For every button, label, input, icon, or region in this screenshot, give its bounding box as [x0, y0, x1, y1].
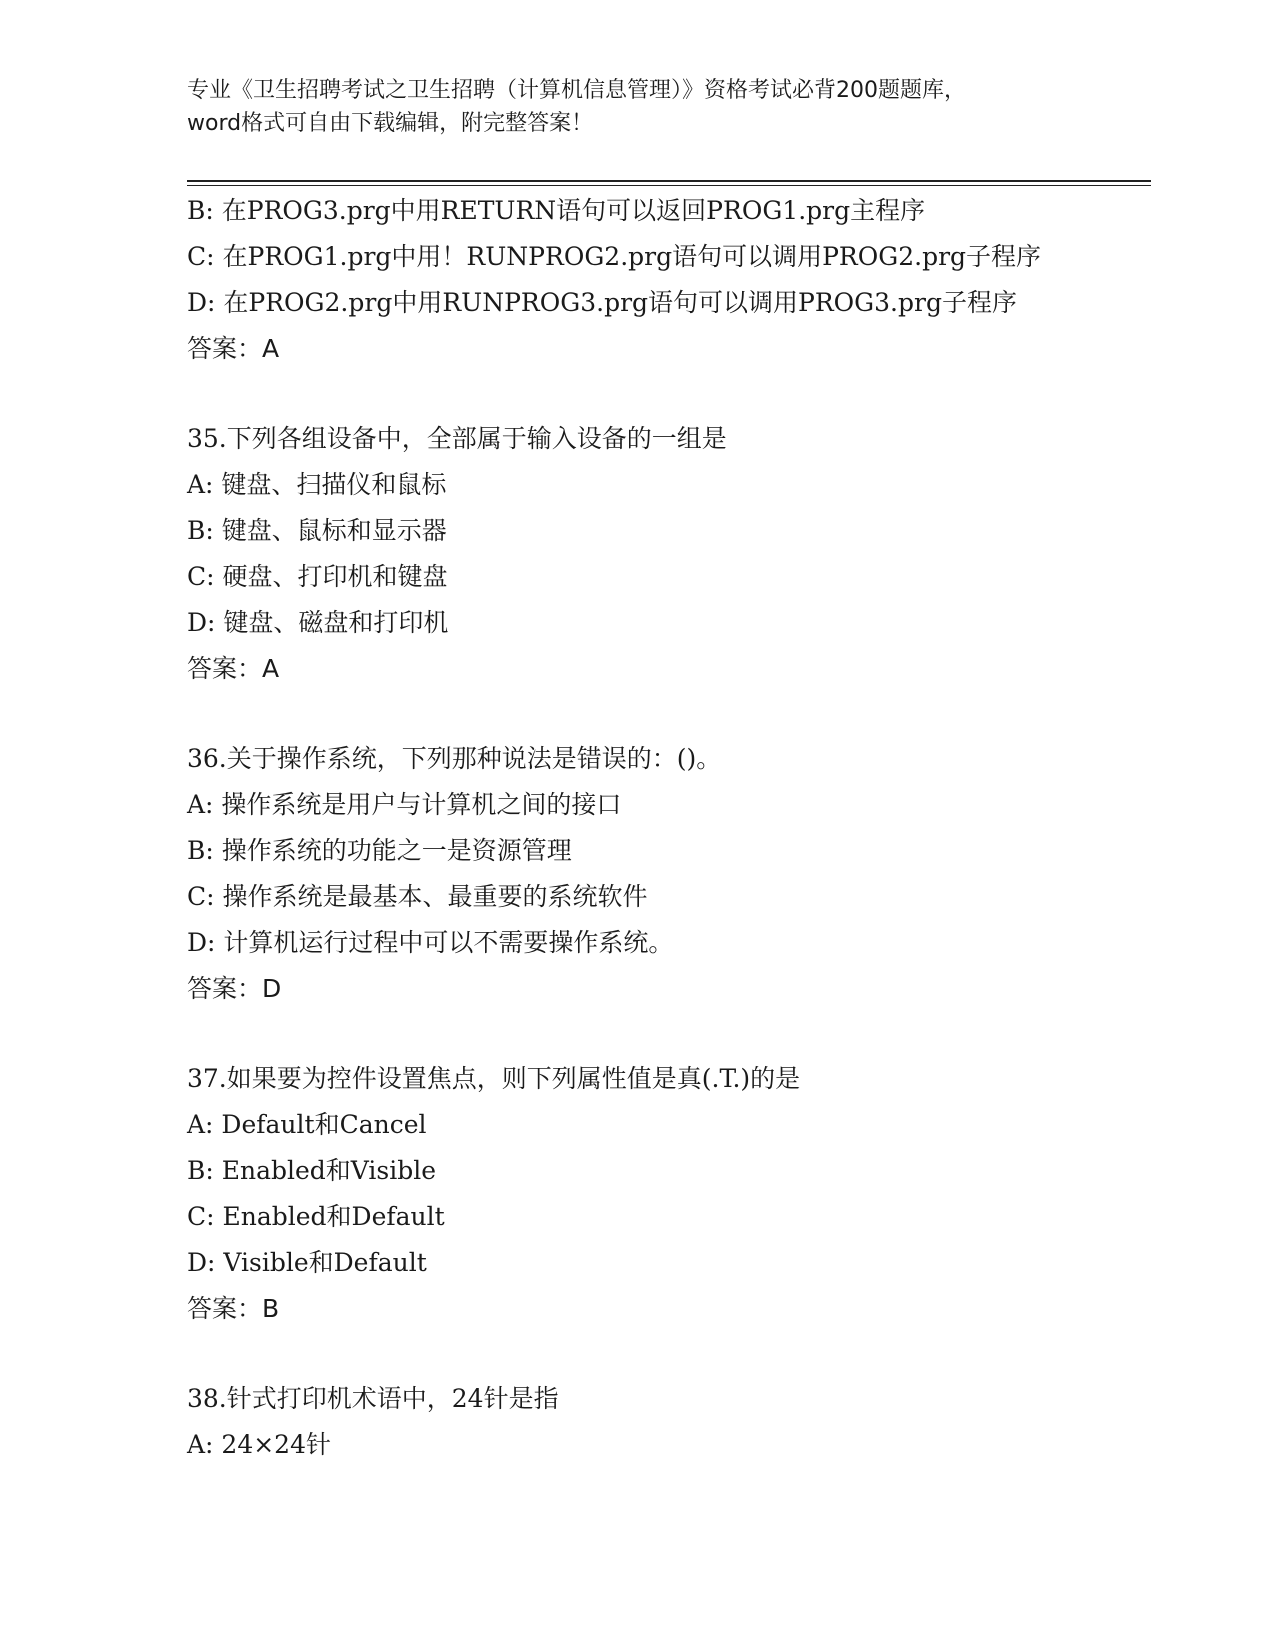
option-d: D: 键盘、磁盘和打印机	[187, 608, 449, 637]
option-b: B: Enabled和Visible	[187, 1156, 437, 1185]
option-b: B: 键盘、鼠标和显示器	[187, 516, 447, 545]
question-37	[187, 1056, 1147, 1332]
option-c: C: 硬盘、打印机和键盘	[187, 562, 448, 591]
question-list	[187, 188, 1147, 1468]
question-36	[187, 736, 1147, 1012]
option-c: C: Enabled和Default	[187, 1202, 445, 1231]
option-b: B: 操作系统的功能之一是资源管理	[187, 836, 572, 865]
option-d: D: Visible和Default	[187, 1248, 427, 1277]
option-a: A: Default和Cancel	[187, 1110, 427, 1139]
question-title: 38.针式打印机术语中，24针是指	[187, 1384, 559, 1413]
answer-line: 答案：A	[187, 334, 280, 363]
answer-line: 答案：D	[187, 974, 282, 1003]
question-title: 36.关于操作系统，下列那种说法是错误的：()。	[187, 744, 722, 773]
header-title-line-2: word格式可自由下载编辑，附完整答案！	[187, 111, 594, 136]
question-34-continued	[187, 188, 1147, 372]
header-divider-thick	[187, 180, 1151, 182]
option-c: C: 操作系统是最基本、最重要的系统软件	[187, 882, 648, 911]
option-b: B: 在PROG3.prg中用RETURN语句可以返回PROG1.prg主程序	[187, 196, 926, 225]
header-divider-thin	[187, 185, 1151, 186]
option-d: D: 计算机运行过程中可以不需要操作系统。	[187, 928, 674, 957]
answer-line: 答案：B	[187, 1294, 280, 1323]
option-a: A: 操作系统是用户与计算机之间的接口	[187, 790, 622, 819]
option-a: A: 24×24针	[187, 1430, 331, 1459]
header-title-line-1: 专业《卫生招聘考试之卫生招聘（计算机信息管理）》资格考试必背200题题库，	[187, 78, 966, 103]
question-title: 35.下列各组设备中，全部属于输入设备的一组是	[187, 424, 727, 453]
option-a: A: 键盘、扫描仪和鼠标	[187, 470, 447, 499]
question-38	[187, 1376, 1147, 1468]
option-c: C: 在PROG1.prg中用！RUNPROG2.prg语句可以调用PROG2.prg子程序	[187, 242, 1042, 271]
question-35	[187, 416, 1147, 692]
document-header	[187, 74, 1117, 140]
answer-line: 答案：A	[187, 654, 280, 683]
question-title: 37.如果要为控件设置焦点，则下列属性值是真(.T.)的是	[187, 1064, 801, 1093]
option-d: D: 在PROG2.prg中用RUNPROG3.prg语句可以调用PROG3.prg子程序	[187, 288, 1017, 317]
